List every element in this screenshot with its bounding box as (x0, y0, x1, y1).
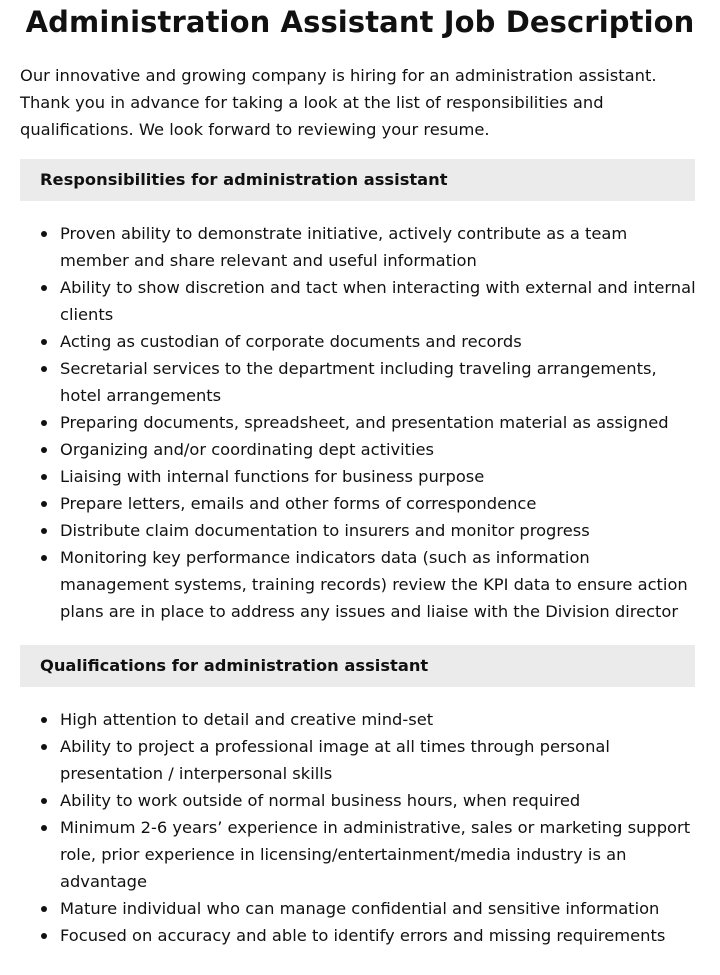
list-item (60, 274, 700, 328)
bullet-icon (41, 420, 47, 426)
list-item (60, 733, 700, 787)
list-item (60, 436, 700, 463)
list-item (60, 409, 700, 436)
list-item (60, 544, 700, 625)
bullet-icon (41, 555, 47, 561)
list-item-text: Mature individual who can manage confidential and sensitive information (60, 899, 660, 918)
list-item (60, 220, 700, 274)
list-item-text: Ability to work outside of normal business hours, when required (60, 791, 581, 810)
list-item (60, 895, 700, 922)
list-item (60, 814, 700, 895)
list-item-text: Monitoring key performance indicators data (such as information management systems, training records) review the KPI data to ensure action plans are in place to address any issues and liaise with the Division director (60, 548, 688, 621)
bullet-icon (41, 285, 47, 291)
list-item-text: Ability to project a professional image at all times through personal presentation / interpersonal skills (60, 737, 610, 783)
list-item (60, 922, 700, 949)
list-item-text: Liaising with internal functions for business purpose (60, 467, 485, 486)
bullet-icon (41, 339, 47, 345)
responsibilities-heading: Responsibilities for administration assistant (20, 159, 695, 201)
bullet-icon (41, 798, 47, 804)
bullet-icon (41, 744, 47, 750)
list-item (60, 463, 700, 490)
bullet-icon (41, 933, 47, 939)
bullet-icon (41, 501, 47, 507)
list-item-text: Secretarial services to the department including traveling arrangements, hotel arrangements (60, 359, 657, 405)
list-item (60, 787, 700, 814)
list-item (60, 706, 700, 733)
list-item (60, 328, 700, 355)
list-item-text: Acting as custodian of corporate documents and records (60, 332, 522, 351)
list-item (60, 517, 700, 544)
bullet-icon (41, 474, 47, 480)
page-title: Administration Assistant Job Description (25, 5, 695, 39)
list-item-text: Focused on accuracy and able to identify errors and missing requirements (60, 926, 666, 945)
qualifications-list (20, 706, 700, 949)
responsibilities-list (20, 220, 700, 625)
qualifications-heading: Qualifications for administration assistant (20, 645, 695, 687)
list-item (60, 490, 700, 517)
list-item-text: Organizing and/or coordinating dept activities (60, 440, 435, 459)
list-item-text: Ability to show discretion and tact when interacting with external and internal clients (60, 278, 696, 324)
bullet-icon (41, 906, 47, 912)
bullet-icon (41, 717, 47, 723)
bullet-icon (41, 825, 47, 831)
list-item-text: Preparing documents, spreadsheet, and presentation material as assigned (60, 413, 669, 432)
list-item-text: Proven ability to demonstrate initiative, actively contribute as a team member and share relevant and useful information (60, 224, 628, 270)
bullet-icon (41, 366, 47, 372)
list-item-text: Prepare letters, emails and other forms of correspondence (60, 494, 537, 513)
list-item (60, 355, 700, 409)
list-item-text: Distribute claim documentation to insurers and monitor progress (60, 521, 590, 540)
bullet-icon (41, 447, 47, 453)
bullet-icon (41, 528, 47, 534)
intro-paragraph: Our innovative and growing company is hiring for an administration assistant. Thank you in advance for taking a look at the list of responsibilities and qualifications. We look forward to reviewing your resume. (20, 66, 657, 139)
list-item-text: Minimum 2-6 years’ experience in administrative, sales or marketing support role, prior experience in licensing/entertainment/media industry is an advantage (60, 818, 691, 891)
bullet-icon (41, 231, 47, 237)
list-item-text: High attention to detail and creative mind-set (60, 710, 434, 729)
